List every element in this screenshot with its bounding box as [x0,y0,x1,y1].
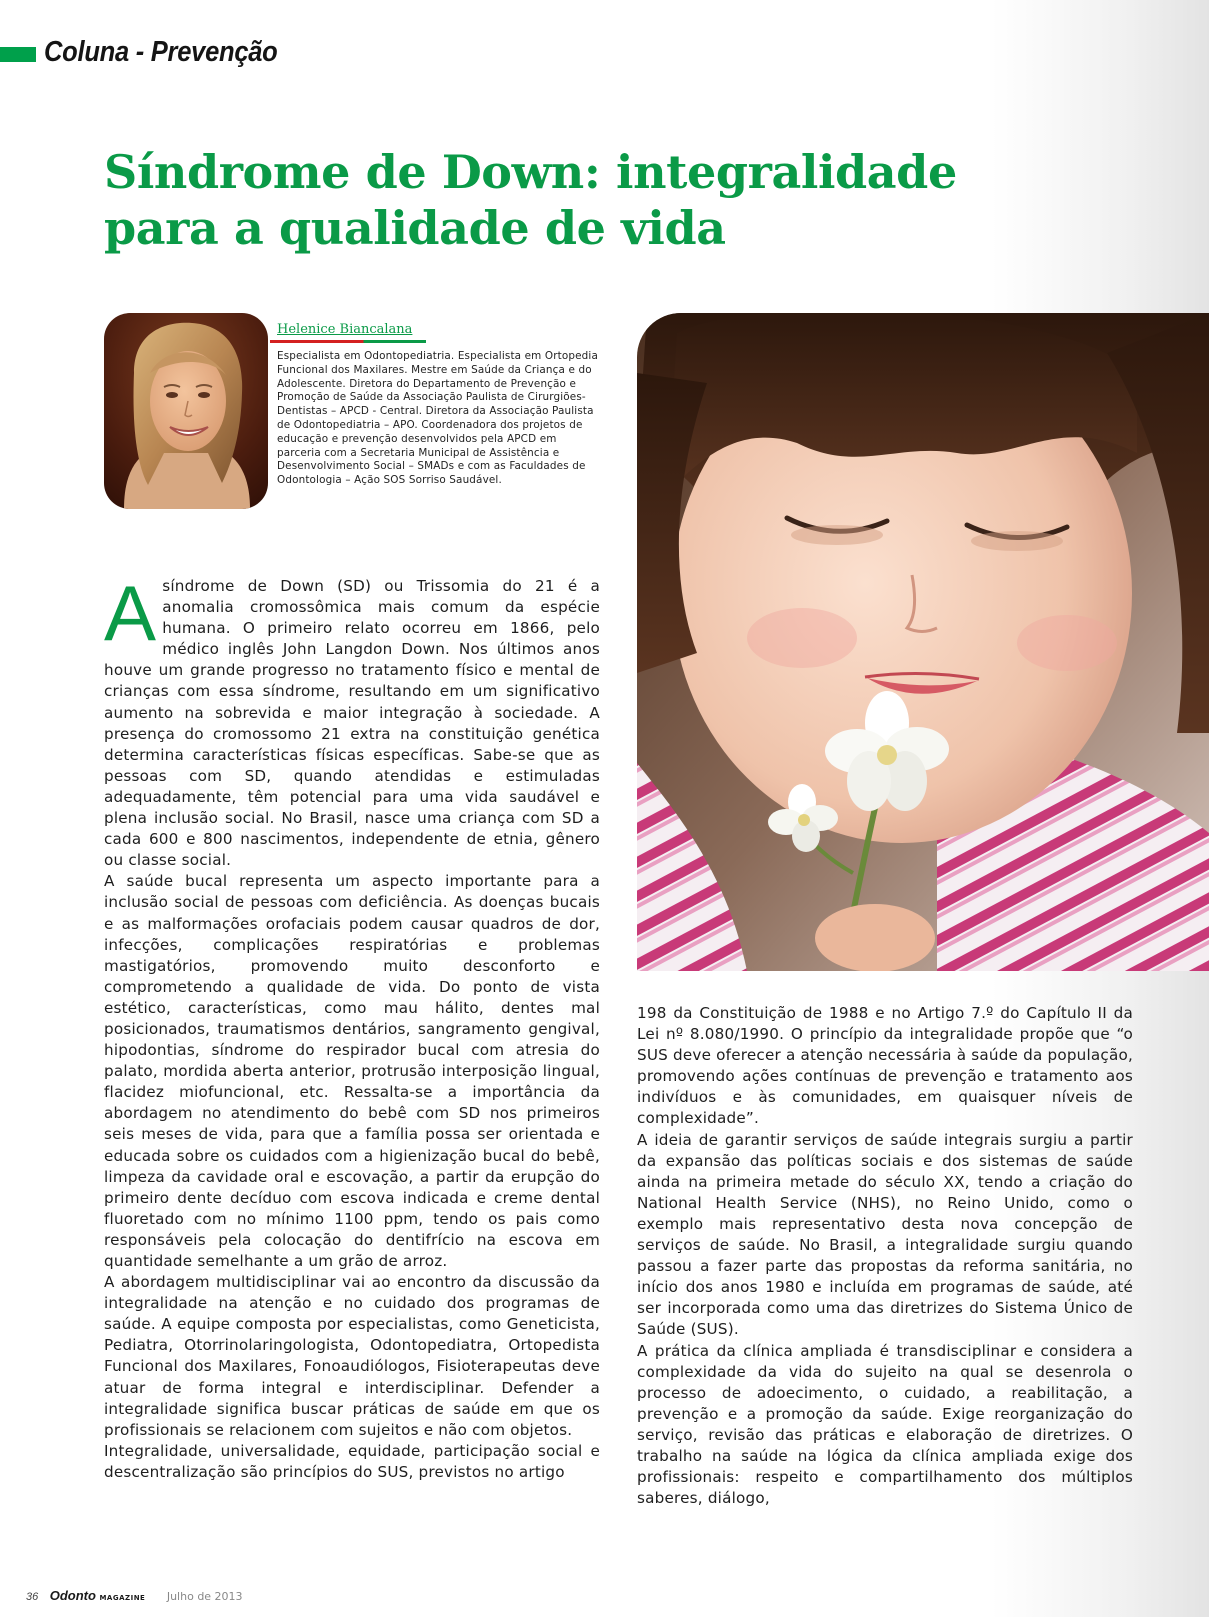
section-label: Coluna - Prevenção [44,36,278,68]
magazine-brand: Odonto [49,1588,96,1603]
paragraph-3: A abordagem multidisciplinar vai ao encontro da discussão da integralidade na atenção e no cuidado dos programas de saúde. A equipe composta por especialistas, como Geneticista, Pediatra, Otorrinolaringologista, Odontopediatra, Ortopedista Funcional dos Maxilares, Fonoaudiólogos, Fisioterapeutas deve atuar de forma integral e interdisciplinar. Defender a integralidade significa buscar práticas de saúde em que os profissionais se relacionem com sujeitos e não com objetos. [104,1273,600,1439]
article-title-line-2: para a qualidade de vida [104,201,726,255]
author-portrait-illustration [104,313,268,509]
author-name: Helenice Biancalana [277,322,413,337]
paragraph-4: Integralidade, universalidade, equidade, participação social e descentralização são princípios do SUS, previstos no artigo [104,1441,600,1481]
author-photo [104,313,268,509]
issue-date: Julho de 2013 [166,1590,243,1603]
paragraph-2: A saúde bucal representa um aspecto importante para a inclusão social de pessoas com deficiência. As doenças bucais e as malformações orofaciais podem causar quadros de dor, infecções, complicações respiratórias e problemas mastigatórios, promovendo muito desconforto e comprometendo a qualidade de vida. Do ponto de vista estético, características, como mau hálito, dentes mal posicionados, traumatismos dentários, sangramento gengival, hipodontias, síndrome do respirador bucal com atresia do palato, mordida aberta anterior, protrusão interposição lingual, flacidez miofuncional, etc. Ressalta-se a importância da abordagem no atendimento do bebê com SD nos primeiros seis meses de vida, para que a família possa ser orientada e educada sobre os cuidados com a higienização bucal do bebê, limpeza da cavidade oral e escovação, a partir da erupção do primeiro dente decíduo com escova indicada e creme dental fluoretado com no mínimo 1100 ppm, tendo os pais como responsáveis pela colocação do dentifrício na escova em quantidade semelhante a um grão de arroz. [104,872,600,1270]
author-bio: Especialista em Odontopediatria. Especialista em Ortopedia Funcional dos Maxilares. Mestre em Saúde da Criança e do Adolescente. Diretora do Departamento de Prevenção e Promoção de Saúde da Associação Paulista de Cirurgiões-Dentistas – APCD - Central. Diretora da Associação Paulista de Odontopediatria – APO. Coordenadora dos projetos de educação e prevenção desenvolvidos pela APCD em parceria com a Secretaria Municipal de Assistência e Desenvolvimento Social – SMADs e com as Faculdades de Odontologia – Ação SOS Sorriso Saudável. [277,350,598,487]
page-number: 36 [26,1591,39,1603]
paragraph-7: A prática da clínica ampliada é transdisciplinar e considera a complexidade da vida do sujeito na qual se desenrola o processo de adoecimento, o cuidado, a reabilitação, a prevenção e a promoção da saúde. Exige reorganização do serviço, revisão das práticas e elaboração de diretrizes. O trabalho na saúde na lógica da clínica ampliada exige dos profissionais: respeito e compartilhamento dos múltiplos saberes, diálogo, [637,1341,1133,1508]
child-with-flower-photo [637,313,1209,971]
section-marker-bar [0,47,36,62]
author-name-rule [270,340,426,343]
article-title [104,144,1004,256]
article-body-column-left [104,569,600,1483]
paragraph-5: 198 da Constituição de 1988 e no Artigo 7.º do Capítulo II da Lei nº 8.080/1990. O princípio da integralidade propõe que “o SUS deve oferecer a atenção necessária à saúde da população, promovendo ações contínuas de prevenção e tratamento aos indivíduos e às comunidades, em quaisquer níveis de complexidade”. [637,1004,1133,1128]
magazine-label: MAGAZINE [99,1594,146,1602]
child-photo-illustration [637,313,1209,971]
drop-cap: A [104,569,157,657]
article-body-column-right [637,1003,1133,1509]
paragraph-1: síndrome de Down (SD) ou Trissomia do 21 é a anomalia cromossômica mais comum da espécie humana. O primeiro relato ocorreu em 1866, pelo médico inglês John Langdon Down. Nos últimos anos houve um grande progresso no tratamento físico e mental de crianças com essa síndrome, resultando em um significativo aumento na sobrevida e maior integração à sociedade. A presença do cromossomo 21 extra na constituição genética determina características físicas específicas. Sabe-se que as pessoas com SD, quando atendidas e estimuladas adequadamente, têm potencial para uma vida saudável e plena inclusão social. No Brasil, nasce uma criança com SD a cada 600 e 800 nascimentos, independente de etnia, gênero ou classe social. [104,577,600,870]
paragraph-6: A ideia de garantir serviços de saúde integrais surgiu a partir da expansão das políticas sociais e dos sistemas de saúde ainda na primeira metade do século XX, tendo a criação do National Health Service (NHS), no Reino Unido, como o exemplo mais representativo desta nova concepção de serviços de saúde. No Brasil, a integralidade surgiu quando passou a fazer parte das propostas da reforma sanitária, no início dos anos 1980 e incluída em programas de saúde, até ser incorporada como uma das diretrizes do Sistema Único de Saúde (SUS). [637,1130,1133,1339]
page-footer [26,1588,243,1603]
article-title-line-1: Síndrome de Down: integralidade [104,145,957,199]
